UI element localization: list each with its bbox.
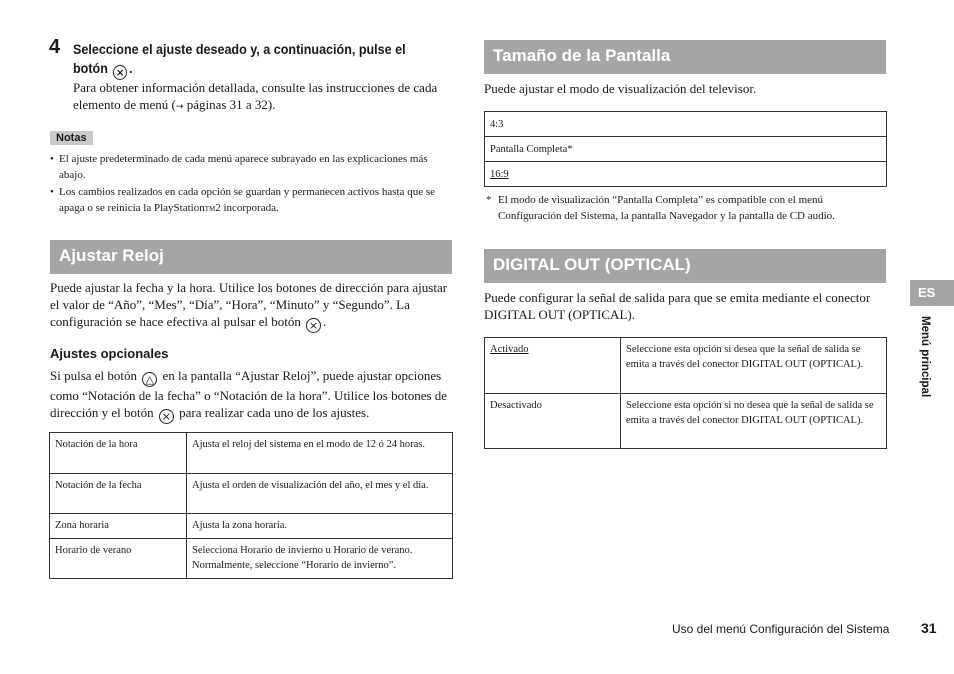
option-desc: Selecciona Horario de invierno u Horario de verano. Normalmente, seleccione “Horario de invierno”. xyxy=(187,539,453,579)
triangle-button-icon: △ xyxy=(142,372,157,387)
option-name: Horario de verano xyxy=(50,539,187,579)
optional-text-1: Si pulsa el botón xyxy=(50,368,138,383)
option-name: 4:3 xyxy=(485,112,887,137)
table-row xyxy=(485,137,887,162)
footnote-mark: * xyxy=(486,194,492,206)
table-row xyxy=(50,514,453,539)
notes-item: • El ajuste predeterminado de cada menú aparece subrayado en las explicaciones más abajo. xyxy=(50,151,452,183)
option-desc: Ajusta el orden de visualización del año, el mes y el día. xyxy=(187,474,453,514)
default-option: 16:9 xyxy=(490,168,509,180)
page-number: 31 xyxy=(921,620,937,636)
option-name xyxy=(485,338,621,394)
step-body-text-end: páginas 31 a 32). xyxy=(183,97,276,112)
footer-section-title: Uso del menú Configuración del Sistema xyxy=(672,622,890,636)
option-name: Desactivado xyxy=(485,394,621,449)
digital-out-intro: Puede configurar la señal de salida para que se emita mediante el conector DIGITAL OUT (OPTICAL). xyxy=(484,290,871,322)
notes-list xyxy=(50,151,452,218)
table-row xyxy=(485,338,887,394)
step-title xyxy=(73,40,431,80)
option-desc: Ajusta la zona horaria. xyxy=(187,514,453,539)
option-name xyxy=(485,162,887,187)
notes-item-text: Los cambios realizados en cada opción se guardan y permanecen activos hasta que se apaga o se reinicia la PlayStation xyxy=(59,186,435,214)
table-row xyxy=(485,162,887,187)
screen-size-intro: Puede ajustar el modo de visualización del televisor. xyxy=(484,81,757,96)
option-name: Notación de la hora xyxy=(50,433,187,474)
screen-size-table xyxy=(484,111,887,187)
notes-label: Notas xyxy=(50,131,93,145)
option-desc: Ajusta el reloj del sistema en el modo de 12 ó 24 horas. xyxy=(187,433,453,474)
option-name: Pantalla Completa* xyxy=(485,137,887,162)
step-body-text: Para obtener información detallada, consulte las instrucciones de cada elemento de menú ( xyxy=(73,80,438,112)
table-row xyxy=(50,474,453,514)
cross-button-icon: × xyxy=(159,409,174,424)
step-body xyxy=(73,79,458,116)
optional-settings-heading: Ajustes opcionales xyxy=(50,346,169,361)
table-row xyxy=(485,394,887,449)
notes-item xyxy=(50,184,452,217)
trademark: TM xyxy=(204,205,216,213)
option-desc: Seleccione esta opción si no desea que la señal de salida se emita a través del conector DIGITAL OUT (OPTICAL). xyxy=(621,394,887,449)
notes-item-text-end: 2 incorporada. xyxy=(215,202,279,214)
clock-intro xyxy=(50,279,454,333)
screen-size-section-header: Tamaño de la Pantalla xyxy=(484,40,886,74)
table-row xyxy=(50,539,453,579)
option-name: Zona horaria xyxy=(50,514,187,539)
step-title-text: Seleccione el ajuste deseado y, a continuación, pulse el botón xyxy=(73,42,406,76)
optional-settings-text xyxy=(50,367,454,424)
optional-text-3: para realizar cada uno de los ajustes. xyxy=(179,405,370,420)
clock-section-header: Ajustar Reloj xyxy=(50,240,452,274)
clock-intro-text: Puede ajustar la fecha y la hora. Utilice los botones de dirección para ajustar el valor de “Año”, “Mes”, “Día”, “Hora”, “Minuto” y “Segundo”. La configuración se hace efectiva al pulsar el botón xyxy=(50,280,448,329)
option-desc: Seleccione esta opción si desea que la señal de salida se emita a través del conector DIGITAL OUT (OPTICAL). xyxy=(621,338,887,394)
clock-options-table xyxy=(49,432,453,579)
screen-size-footnote: El modo de visualización “Pantalla Completa” es compatible con el menú Configuración del Sistema, la pantalla Navegador y la pantalla de CD audio. xyxy=(498,194,835,222)
table-row xyxy=(485,112,887,137)
optional-text-2: en la pantalla “Ajustar Reloj”, puede ajustar opciones como “Notación de la fecha” o “Notación de la hora”. Utilice los botones de dirección y el botón xyxy=(50,368,448,420)
step-number: 4 xyxy=(49,36,61,58)
page-arrow-icon: → xyxy=(175,102,184,112)
cross-button-icon: × xyxy=(113,65,127,80)
digital-out-table xyxy=(484,337,887,449)
step-title-end: . xyxy=(129,61,133,76)
default-option: Activado xyxy=(490,344,529,355)
option-name: Notación de la fecha xyxy=(50,474,187,514)
table-row xyxy=(50,433,453,474)
digital-out-section-header: DIGITAL OUT (OPTICAL) xyxy=(484,249,886,283)
cross-button-icon: × xyxy=(306,318,321,333)
clock-intro-end: . xyxy=(323,314,327,329)
language-tab: ES xyxy=(910,280,954,306)
section-label-vertical: Menú principal xyxy=(919,316,931,398)
